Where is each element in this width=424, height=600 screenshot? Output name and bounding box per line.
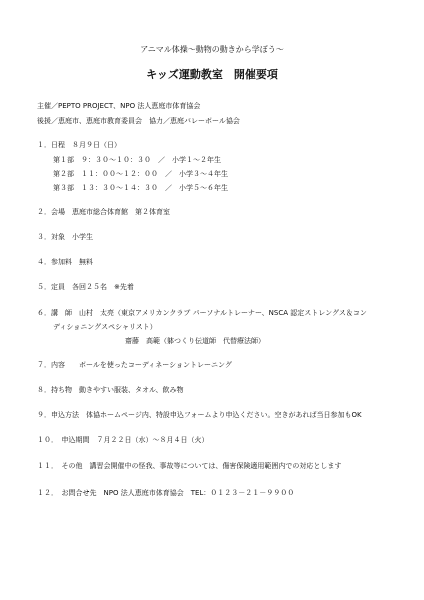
instructor-item-cont: ディショニングスペシャリスト） <box>53 323 157 331</box>
instructor-item: ６．講 師 山村 太亮（東京アメリカンクラブ パーソナルトレーナー、NSCA 認定ストレングス＆コン <box>37 309 367 317</box>
document-title: キッズ運動教室 開催要項 <box>146 68 278 81</box>
other-item: １１． その他 講習会開催中の怪我、事故等については、傷害保険適用範囲内での対応とします <box>37 462 342 470</box>
contact-item: １２． お問合せ先 NPO 法人恵庭市体育協会 TEL：０１２３－２１－９９００ <box>37 489 295 497</box>
host-line: 主催／PEPTO PROJECT、NPO 法人恵庭市体育協会 <box>37 102 201 110</box>
session-1: 第１部 ９：３０～１０：３０ ／ 小学１～２年生 <box>53 156 221 164</box>
content-item: ７．内容 ボールを使ったコーディネーショントレーニング <box>37 361 232 369</box>
application-item: ９．申込方法 体協ホームページ内、特設申込フォームより申込ください。空きがあれば当日参加もOK <box>37 411 362 419</box>
date-item: １．日程 ８月９日（日） <box>37 141 121 149</box>
support-line: 後援／恵庭市、恵庭市教育委員会 協力／恵庭バレーボール協会 <box>37 117 240 125</box>
session-3: 第３部 １３：３０～１４：３０ ／ 小学５～６年生 <box>53 184 228 192</box>
fee-item: ４．参加料 無料 <box>37 258 93 266</box>
document-subtitle: アニマル体操～動物の動きから学ぼう～ <box>140 45 284 54</box>
venue-item: ２．会場 恵庭市総合体育館 第２体育室 <box>37 208 170 216</box>
session-2: 第２部 １１：００～１２：００ ／ 小学３～４年生 <box>53 170 228 178</box>
belongings-item: ８．持ち物 動きやすい服装、タオル、飲み物 <box>37 386 184 394</box>
capacity-item: ５．定員 各回２５名 ※先着 <box>37 283 134 291</box>
target-item: ３．対象 小学生 <box>37 233 93 241</box>
instructor-2: 齋藤 高範（躰つくり伝道師 代替療法師） <box>125 337 265 345</box>
period-item: １０． 申込期間 ７月２２日（水）～８月４日（火） <box>37 436 209 444</box>
